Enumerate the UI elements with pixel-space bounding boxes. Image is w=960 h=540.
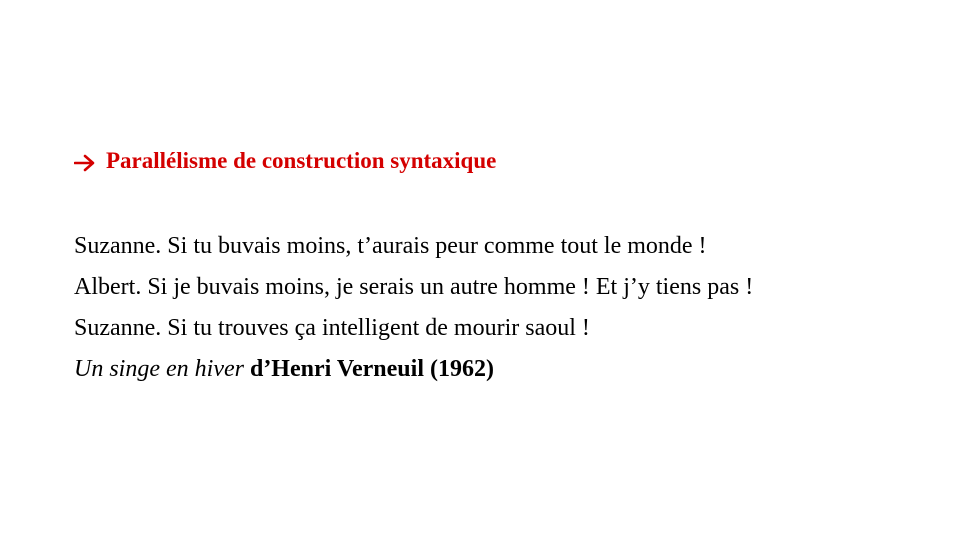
quote-line-albert: Albert. Si je buvais moins, je serais un autre homme ! Et j’y tiens pas ! [74,274,754,300]
film-title: Un singe en hiver [74,356,244,382]
right-arrow-icon [74,152,96,170]
section-heading [74,148,496,174]
quote-line-suzanne-2: Suzanne. Si tu trouves ça intelligent de mourir saoul ! [74,315,590,341]
quote-line-suzanne-1: Suzanne. Si tu buvais moins, t’aurais peur comme tout le monde ! [74,233,707,259]
quote-block [74,226,753,390]
citation [74,349,753,390]
heading-text: Parallélisme de construction syntaxique [106,148,497,173]
film-author: d’Henri Verneuil (1962) [243,356,494,382]
